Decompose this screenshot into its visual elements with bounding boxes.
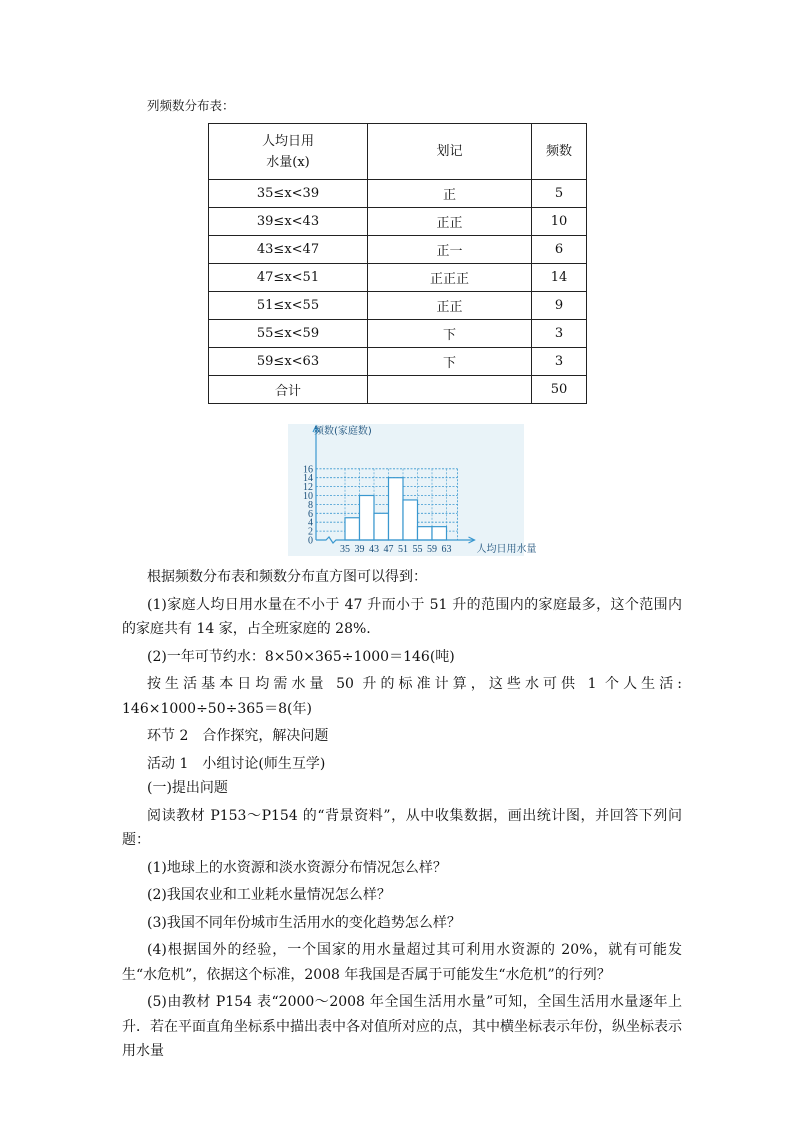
histogram-bar: [403, 500, 418, 540]
range-cell: 51≤x<55: [209, 292, 368, 320]
count-cell: 6: [532, 236, 587, 264]
paragraph: (2)我国农业和工业耗水量情况怎么样？: [147, 887, 391, 903]
x-tick-label: 43: [369, 544, 379, 555]
histogram-bar: [418, 527, 433, 540]
x-tick-label: 35: [340, 544, 350, 555]
range-cell: 43≤x<47: [209, 236, 368, 264]
histogram-bar: [374, 513, 389, 540]
histogram-bar: [389, 478, 404, 540]
x-tick-label: 39: [354, 544, 365, 555]
count-cell: 5: [532, 180, 587, 208]
x-tick-label: 59: [427, 544, 437, 555]
y-tick-label: 14: [303, 473, 313, 485]
x-tick-label: 63: [441, 544, 452, 555]
header-line-1: 人均日用: [261, 133, 314, 149]
paragraph: (2)一年可节约水：8×50×365÷1000＝146(吨): [147, 648, 455, 665]
paragraph: 阅读教材 P153～P154 的“背景资料”，从中收集数据，画出统计图，并回答下列问题：: [122, 807, 682, 848]
x-tick-label: 51: [398, 544, 408, 555]
table-header-row: [209, 124, 587, 180]
y-tick-label: 12: [303, 482, 313, 494]
range-cell: 35≤x<39: [209, 180, 368, 208]
histogram-bar: [432, 527, 447, 540]
body-text: [122, 565, 682, 1064]
y-tick-label: 6: [308, 508, 313, 520]
header-tally: 划记: [368, 124, 532, 180]
header-frequency: 频数: [532, 124, 587, 180]
paragraph: (一)提出问题: [147, 780, 228, 796]
range-cell: 39≤x<43: [209, 208, 368, 236]
paragraph: (5)由教材 P154 表“2000～2008 年全国生活用水量”可知，全国生活用水量逐年上升．若在平面直角坐标系中描出表中各对值所对应的点，其中横坐标表示年份，纵坐标表示用水量: [122, 994, 682, 1059]
header-water-usage: [209, 124, 368, 180]
tally-cell: 正: [368, 180, 532, 208]
count-cell: 9: [532, 292, 587, 320]
paragraph: (1)地球上的水资源和淡水资源分布情况怎么样？: [147, 859, 447, 876]
x-tick-label: 47: [383, 544, 394, 555]
frequency-table: [208, 123, 587, 404]
tally-cell: 下: [368, 320, 532, 348]
range-cell: 55≤x<59: [209, 320, 368, 348]
tally-cell: 正正: [368, 208, 532, 236]
paragraph: 环节 2 合作探究，解决问题: [147, 728, 329, 744]
tally-cell: 正正正: [368, 264, 532, 292]
paragraph: (1)家庭人均日用水量在不小于 47 升而小于 51 升的范围内的家庭最多，这个范围内的家庭共有 14 家，占全班家庭的 28%.: [122, 596, 682, 637]
tally-cell: 下: [368, 348, 532, 376]
count-cell: 14: [532, 264, 587, 292]
y-tick-label: 8: [308, 499, 313, 511]
y-tick-label: 4: [308, 517, 313, 529]
paragraph: (3)我国不同年份城市生活用水的变化趋势怎么样？: [147, 914, 461, 931]
tally-cell: 正正: [368, 292, 532, 320]
y-tick-label: 16: [303, 464, 313, 476]
table-row: [209, 236, 587, 264]
total-tally-empty: [368, 376, 532, 404]
table-row: [209, 292, 587, 320]
total-value: 50: [532, 376, 587, 404]
tally-cell: 正一: [368, 236, 532, 264]
count-cell: 3: [532, 348, 587, 376]
paragraph: (4)根据国外的经验，一个国家的用水量超过其可利用水资源的 20%，就有可能发生“水危机”，依据这个标准，2008 年我国是否属于可能发生“水危机”的行列？: [122, 942, 682, 983]
y-tick-label: 10: [303, 491, 313, 502]
table-row: [209, 320, 587, 348]
count-cell: 3: [532, 320, 587, 348]
intro-label: 列频数分布表：: [147, 98, 235, 113]
range-cell: 47≤x<51: [209, 264, 368, 292]
header-line-2: 水量(x): [266, 154, 310, 170]
paragraph: 按生活基本日均需水量 50 升的标准计算，这些水可供 1 个人生活: 146×1000÷50÷365＝8(年): [122, 676, 682, 717]
table-row: [209, 208, 587, 236]
paragraph: 活动 1 小组讨论(师生互学): [147, 755, 326, 772]
table-total-row: [209, 376, 587, 404]
table-row: [209, 264, 587, 292]
y-tick-label: 2: [308, 526, 313, 538]
y-tick-label: 0: [308, 535, 313, 547]
table-row: [209, 348, 587, 376]
range-cell: 59≤x<63: [209, 348, 368, 376]
x-tick-label: 55: [412, 544, 423, 555]
total-label: 合计: [209, 376, 368, 404]
count-cell: 10: [532, 208, 587, 236]
table-row: [209, 180, 587, 208]
paragraph: 根据频数分布表和频数分布直方图可以得到：: [147, 569, 427, 585]
histogram-bar: [360, 496, 375, 541]
histogram-bar: [345, 518, 360, 540]
y-axis-label: 频数(家庭数): [314, 426, 372, 437]
histogram-svg: [288, 424, 538, 559]
x-axis-label: 人均日用水量: [476, 544, 537, 555]
